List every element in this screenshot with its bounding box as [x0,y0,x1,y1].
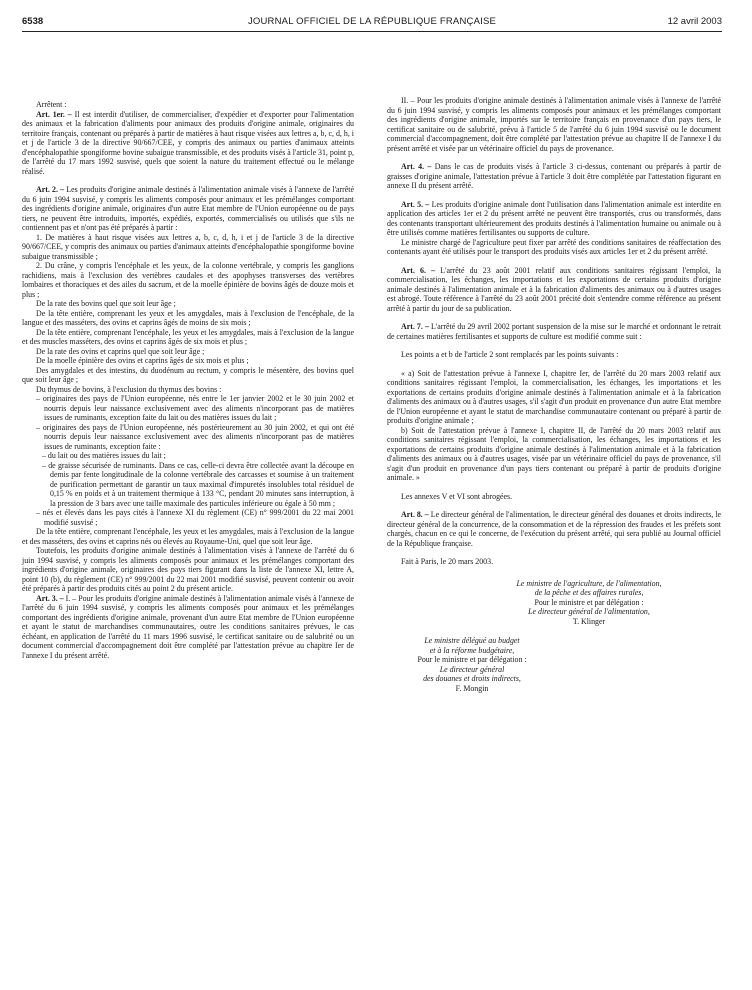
article-5 [387,200,721,238]
article-5-text: Les produits d'origine animale dont l'utilisation dans l'alimentation animale est interdite en application des articles 1er et 2 du présent arrêté ne peuvent être transportés, crus ou transformés, dans des contenants transportant ultérieurement des produits destinés à l'alimentation humaine ou animale ou à être utilisés comme matières fertilisantes ou supports de culture. [387,199,721,237]
article-2-label: Art. 2. – [36,185,65,194]
article-8-label: Art. 8. – [401,510,429,519]
article-7-quote-a: « a) Soit de l'attestation prévue à l'annexe I, chapitre Ier, de l'arrêté du 20 mars 2003 relatif aux conditions sanitaires régissant l'emploi, la commercialisation, les échanges, les importations et les exportations de certains produits d'origine animale destinés à l'alimentation animale et à la fabrication d'aliments des animaux ou à d'autres usages, s'il s'agit d'un produit en provenance d'un autre Etat membre de l'Union européenne et ayant le statut de marchandise communautaire contenant ou préparé à partir de produits d'origine animale ; [387,368,721,425]
article-1-text: Il est interdit d'utiliser, de commercialiser, d'expédier et d'exporter pour l'alimentation des animaux et la fabrication d'aliments pour animaux des produits d'origine animale, originaires du territoire français, contenant ou préparés à partir de matières à haut risque visées aux lettres a, b, c, d, h, i et j de l'article 3 de la directive 90/667/CEE, y compris des animaux ou parties d'animaux atteints d'encéphalopathie spongiforme bovine subaigue transmissible, et des produits visés à l'article 31, point p, de l'arrêté du 17 mars 1992 susvisé, quels que soient la nature du traitement effectué ou le mélange réalisé. [22,109,354,176]
article-5-label: Art. 5. – [401,199,430,209]
done-at-paris: Fait à Paris, le 20 mars 2003. [401,557,494,566]
thymus-exception-2: – originaires des pays de l'Union européenne, nés postérieurement au 30 juin 2002, et qui ont été nourris depuis leur naissance exclusivement avec des aliments n'incorporant pas de matières issues de ruminants, exception faite : [36,422,354,451]
thymus-exception-1: – originaires des pays de l'Union européenne, nés entre le 1er janvier 2002 et le 30 juin 2002 et nourris depuis leur naissance exclusivement avec des aliments n'incorporant pas de matières issues de ruminants, exception faite du lait ou des matières issues du lait ; [36,394,354,422]
article-3-part-2: II. – Pour les produits d'origine animale destinés à l'alimentation animale visés à l'annexe de l'arrêté du 6 juin 1994 susvisé, y compris les aliments composés pour animaux et les prémélanges comportant des ingrédients d'origine animale, importés sur le territoire français en provenance d'un pays tiers, le certificat sanitaire ou de salubrité, prévu à l'article 5 de l'arrêté du 6 juin 1994 susvisé ou le document commercial d'accompagnement, doit être complété par l'attestation prévue au chapitre II de l'annexe I du présent arrêté et visée par un vétérinaire officiel du pays de provenance. [387,96,721,153]
page-header [22,16,722,32]
sig1-line-2: de la pêche et des affaires rurales, [534,588,644,597]
article-4-text: Dans le cas de produits visés à l'article 3 ci-dessus, contenant ou préparés à partir de graisses d'origine animale, l'attestation prévue à l'article 3 doit être complétée par l'attestation figurant en annexe II du présent arrêté. [387,162,721,190]
sig2-name: F. Mongin [455,683,489,693]
article-2-para-10: De la tête entière, comprenant l'encéphale, les yeux et les amygdales, mais à l'exclusion de la langue et des masséters, des ovins et caprins nés ou élevés au Royaume-Uni, quel que soit leur âge. [22,527,354,546]
sig1-line-4: Le directeur général de l'alimentation, [528,607,650,616]
sig2-line-2: et à la réforme budgétaire, [429,645,515,655]
page-number: 6538 [22,16,44,27]
article-2-para-7: De la moelle épinière des ovins et caprins âgés de six mois et plus ; [36,356,249,365]
header-rule [22,31,722,32]
article-6 [387,266,721,314]
article-2 [22,185,354,233]
sig2-line-3: Pour le ministre et par délégation : [417,655,527,664]
sig1-line-3: Pour le ministre et par délégation : [534,597,644,607]
thymus-exception-3: – nés et élevés dans les pays cités à l'annexe XI du règlement (CE) n° 999/2001 du 22 mai 2001 modifié susvisé ; [36,508,354,527]
article-3-text: I. – Pour les produits d'origine animale destinés à l'alimentation animale visés à l'annexe de l'arrêté du 6 juin 1994 susvisé, y compris les aliments composés pour animaux et les prémélanges comportant des ingrédients d'origine animale, provenant d'un autre Etat membre de l'Union européenne et ayant le statut de marchandises communautaires, outre les conditions sanitaires prévues, le cas échéant, en application de l'arrêté du 11 mars 1996 susvisé, le certificat sanitaire ou de salubrité ou un document commercial d'accompagnement doit être complété par l'attestation prévue au chapitre Ier de l'annexe I du présent arrêté. [22,593,354,660]
article-7-para-2: Les points a et b de l'article 2 sont remplacés par les points suivants : [401,350,619,359]
article-2-point-2: 2. Du crâne, y compris l'encéphale et les yeux, de la colonne vertébrale, y compris les ganglions rachidiens, mais à l'exclusion des vertèbres caudales et des apophyses transverses des vertèbres lombaires et thoraciques et des ailes du sacrum, et de la moelle épinière de bovins âgés de douze mois et plus ; [22,261,354,299]
sig1-line-1: Le ministre de l'agriculture, de l'alimentation, [516,578,662,588]
article-3-label: Art. 3. – [36,593,64,603]
article-2-para-3: De la rate des bovins quel que soit leur âge ; [36,299,176,308]
issue-date: 12 avril 2003 [667,16,722,27]
article-2-para-9: Du thymus de bovins, à l'exclusion du thymus des bovins : [36,384,222,394]
signature-block-1 [387,579,721,627]
article-4 [387,162,721,191]
article-2-para-4: De la tête entière, comprenant les yeux et les amygdales, mais à l'exclusion de l'encéphale, de la langue et des masséters, des ovins et caprins âgés de moins de six mois ; [22,308,354,327]
sig2-line-4: Le directeur général [439,664,505,674]
article-7-quote-b: b) Soit de l'attestation prévue à l'annexe I, chapitre II, de l'arrêté du 20 mars 2003 relatif aux conditions sanitaires régissant l'emploi, la commercialisation, les échanges, les importations et les exportations de certains produits d'origine animale destinés à l'alimentation animale et à la fabrication d'aliments des animaux ou à d'autres usages, visée par un vétérinaire officiel du pays de provenance, s'il s'agit d'un produit en provenance d'un pays tiers contenant ou préparé à partir de produits d'origine animale. » [387,425,721,482]
article-5-para-2: Le ministre chargé de l'agriculture peut fixer par arrêté des conditions sanitaires de réaffectation des contenants ayant été utilisés pour le transport des produits visés aux articles 1er et 2 du présent arrêté. [387,237,721,256]
article-7 [387,322,721,341]
journal-title: JOURNAL OFFICIEL DE LA RÉPUBLIQUE FRANÇAISE [247,16,497,27]
article-6-label: Art. 6. – [401,265,436,275]
article-8 [387,510,721,548]
thymus-exception-2b: – de graisse sécurisée de ruminants. Dans ce cas, celle-ci devra être collectée avant la découpe en demis par fente longitudinale de la colonne vertébrale des carcasses et soumise à un traitement de purification permettant de garantir un taux maximal d'impuretés insolubles total résiduel de 0,15 % en poids et à un traitement thermique à 133 °C, pendant 20 minutes sans interruption, à la pression de 3 bars avec une taille maximale des particules inférieure ou égale à 50 mm ; [42,460,354,508]
thymus-exception-2a: – du lait ou des matières issues du lait ; [42,451,166,460]
article-1-label: Art. 1er. – [36,109,72,119]
article-3 [22,594,354,661]
article-2-text: Les produits d'origine animale destinés à l'alimentation animale visés à l'annexe de l'arrêté du 6 juin 1994 susvisé, y compris les aliments composés pour animaux et les prémélanges comportant des ingrédients d'origine animale, originaires d'un autre Etat membre de l'Union européenne ou de pays tiers, ne peuvent être introduits, importés, expédiés, exportés, commercialisés ou utilisés que s'ils ne contiennent pas et n'ont pas été préparés à partir : [22,185,354,232]
article-2-point-1: 1. De matières à haut risque visées aux lettres a, b, c, d, h, i et j de l'article 3 de la directive 90/667/CEE, y compris des animaux ou parties d'animaux atteints d'encéphalopathie spongiforme bovine subaigue transmissible ; [22,232,354,261]
sig1-name: T. Klinger [572,616,606,626]
article-1 [22,110,354,177]
article-4-label: Art. 4. – [401,162,432,171]
article-7-para-3: Les annexes V et VI sont abrogées. [401,491,513,501]
sig2-line-5: des douanes et droits indirects, [423,674,521,683]
article-2-para-5: De la tête entière, comprenant l'encéphale, les yeux et les amygdales, mais à l'exclusion de la langue et des muscles masséters, des ovins et caprins âgés de six mois et plus ; [22,327,354,346]
left-column [22,100,354,660]
right-column [387,96,721,693]
sig2-line-1: Le ministre délégué au budget [424,636,520,645]
article-2-para-8: Des amygdales et des intestins, du duodénum au rectum, y compris le mésentère, des bovins quel que soit leur âge ; [22,365,354,384]
article-6-text: L'arrêté du 23 août 2001 relatif aux conditions sanitaires régissant l'emploi, la commercialisation, les échanges, les importations et les exportations de certains produits d'origine animale destinés à l'alimentation animale et à la fabrication d'aliments des animaux ou à d'autres usages est abrogé. Toute référence à l'arrêté du 23 août 2001 précité doit s'entendre comme référence au présent arrêté à partir du jour de sa publication. [387,265,721,313]
arrete-heading: Arrêtent : [36,100,67,109]
article-8-text: Le directeur général de l'alimentation, le directeur général des douanes et droits indirects, le directeur général de la concurrence, de la consommation et de la répression des fraudes et les préfets sont chargés, chacun en ce qui le concerne, de l'exécution du présent arrêté, qui sera publié au Journal officiel de la République française. [387,510,721,548]
article-2-para-6: De la rate des ovins et caprins quel que soit leur âge ; [36,346,205,356]
signature-block-2 [387,636,557,693]
article-7-text: L'arrêté du 29 avril 2002 portant suspension de la mise sur le marché et ordonnant le retrait de certaines matières fertilisantes et supports de culture est modifié comme suit : [387,322,721,341]
article-7-label: Art. 7. – [401,322,429,331]
article-2-para-11: Toutefois, les produits d'origine animale destinés à l'alimentation visés à l'annexe de l'arrêté du 6 juin 1994 susvisé, y compris les aliments composés pour animaux et les prémélanges comportant des ingrédients d'origine animale, originaires des pays tiers figurant dans la liste de l'annexe XI, lettre A, point 10 (b), du règlement (CE) n° 999/2001 du 22 mai 2001 modifié susvisé, peuvent contenir ou avoir été préparés à partir des produits cités au point 2 du présent article. [22,546,354,593]
